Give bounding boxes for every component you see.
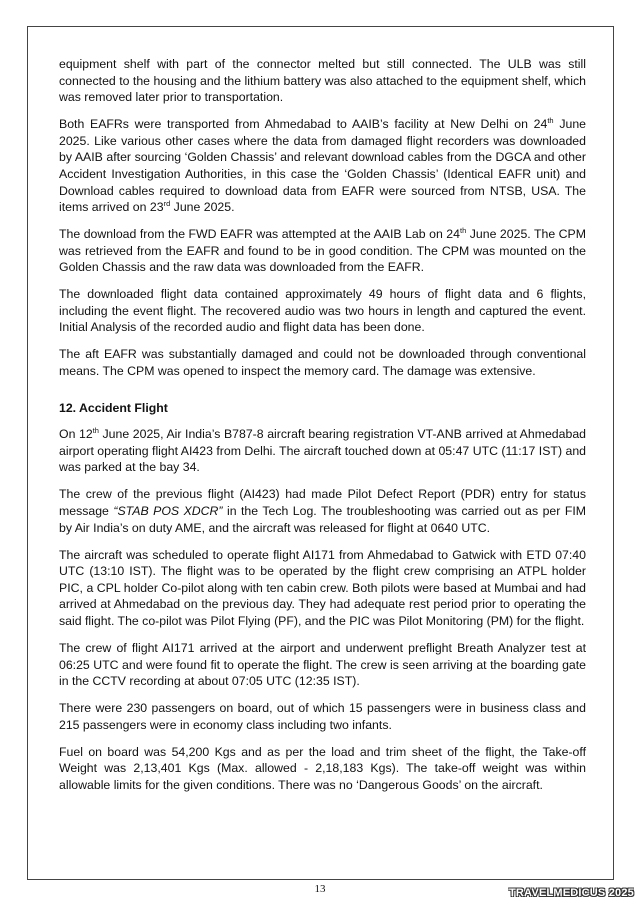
paragraph-text: The crew of the previous flight (AI423) had made Pilot Defect Report (PDR) entry for status message bbox=[59, 487, 586, 519]
paragraph: The aft EAFR was substantially damaged and could not be downloaded through conventional means. The CPM was opened to inspect the memory card. The damage was extensive. bbox=[59, 347, 586, 379]
paragraph-text: June 2025. The CPM was retrieved from the EAFR and found to be in good condition. The CPM was mounted on the Golden Chassis and the raw data was downloaded from the EAFR. bbox=[59, 227, 586, 275]
section-heading: 12. Accident Flight bbox=[59, 400, 168, 415]
paragraph: The aircraft was scheduled to operate flight AI171 from Ahmedabad to Gatwick with ETD 07:40 UTC (13:10 IST). The flight was to be operated by the flight crew comprising an ATPL holder PIC, a CPL holder Co-pilot along with ten cabin crew. Both pilots were based at Mumbai and had arrived at Ahmedabad on the previous day. They had adequate rest period prior to operating the said flight. The co-pilot was Pilot Flying (PF), and the PIC was Pilot Monitoring (PM) for the flight. bbox=[59, 547, 586, 628]
paragraph-text: June 2025. Like various other cases where the data from damaged flight recorders was downloaded by AAIB after sourcing ‘Golden Chassis’ and relevant download cables from the DGCA and other Accident Investigation Authorities, in this case the ‘Golden Chassis’ (Identical EAFR unit) and Download cables required to download data from EAFR were sourced from NTSB, USA. The items arrived on 23 bbox=[59, 117, 586, 215]
paragraph: There were 230 passengers on board, out of which 15 passengers were in business class and 215 passengers were in economy class including two infants. bbox=[59, 701, 586, 732]
paragraph-text: in the Tech Log. The troubleshooting was carried out as per FIM by Air India’s on duty AME, and the aircraft was released for flight at 0640 UTC. bbox=[59, 504, 586, 535]
paragraph-text: The download from the FWD EAFR was attempted at the AAIB Lab on 24 bbox=[59, 227, 460, 242]
paragraph: equipment shelf with part of the connector melted but still connected. The ULB was still connected to the housing and the lithium battery was also attached to the equipment shelf, which was removed later prior to transportation. bbox=[59, 57, 586, 105]
superscript: rd bbox=[163, 199, 171, 209]
paragraph: Fuel on board was 54,200 Kgs and as per the load and trim sheet of the flight, the Take-off Weight was 2,13,401 Kgs (Max. allowed - 2,18,183 Kgs). The take-off weight was within allowable limits for the given conditions. There was no ‘Dangerous Goods’ on the aircraft. bbox=[59, 744, 586, 792]
superscript: th bbox=[547, 116, 554, 126]
superscript: th bbox=[459, 226, 467, 236]
paragraph-text: On 12 bbox=[59, 427, 93, 442]
paragraph: The crew of flight AI171 arrived at the airport and underwent preflight Breath Analyzer test at 06:25 UTC and were found fit to operate the flight. The crew is seen arriving at the boarding gate in the CCTV recording at about 07:05 UTC (12:35 IST). bbox=[59, 640, 586, 689]
paragraph bbox=[59, 486, 586, 536]
paragraph bbox=[59, 226, 586, 276]
paragraph bbox=[59, 116, 586, 216]
paragraph-text: June 2025. bbox=[170, 200, 235, 215]
status-message-text: “STAB POS XDCR” bbox=[113, 504, 223, 519]
paragraph: The downloaded flight data contained approximately 49 hours of flight data and 6 flights, including the event flight. The recovered audio was two hours in length and captured the event. Initial Analysis of the recorded audio and flight data has been done. bbox=[59, 287, 586, 335]
paragraph bbox=[59, 426, 586, 476]
document-body bbox=[59, 56, 586, 804]
page-number: 13 bbox=[314, 883, 326, 895]
paragraph-text: Both EAFRs were transported from Ahmedabad to AAIB’s facility at New Delhi on 24 bbox=[59, 117, 548, 132]
superscript: th bbox=[92, 426, 99, 436]
paragraph-text: June 2025, Air India’s B787-8 aircraft bearing registration VT-ANB arrived at Ahmedabad airport operating flight AI423 from Delhi. The aircraft touched down at 05:47 UTC (11:17 IST) and was parked at the bay 34. bbox=[59, 427, 587, 475]
watermark: TRAVELMEDICUS 2025 bbox=[508, 887, 634, 899]
